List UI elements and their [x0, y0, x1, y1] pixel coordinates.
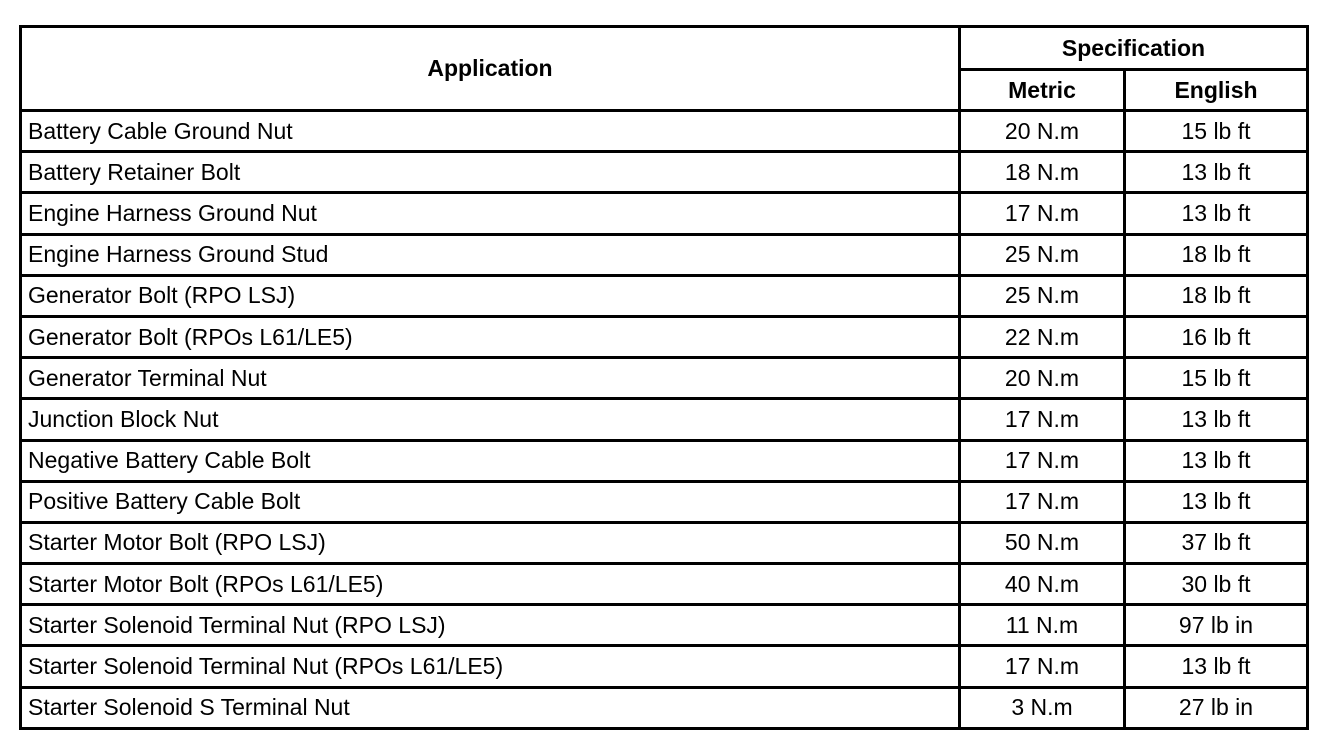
table-row: [21, 152, 1308, 193]
application-cell: Negative Battery Cable Bolt: [21, 440, 960, 481]
english-header: English: [1125, 70, 1308, 111]
english-cell: 13 lb ft: [1125, 152, 1308, 193]
table-body: [21, 111, 1308, 729]
table-row: [21, 564, 1308, 605]
english-cell: 13 lb ft: [1125, 481, 1308, 522]
table-row: [21, 234, 1308, 275]
fastener-spec-table: [19, 25, 1309, 730]
english-cell: 16 lb ft: [1125, 316, 1308, 357]
application-cell: Starter Solenoid Terminal Nut (RPO LSJ): [21, 605, 960, 646]
metric-cell: 17 N.m: [960, 440, 1125, 481]
english-cell: 27 lb in: [1125, 687, 1308, 728]
english-cell: 18 lb ft: [1125, 234, 1308, 275]
metric-cell: 25 N.m: [960, 234, 1125, 275]
table-row: [21, 440, 1308, 481]
table-row: [21, 399, 1308, 440]
table-row: [21, 111, 1308, 152]
table-row: [21, 275, 1308, 316]
application-header: Application: [21, 27, 960, 111]
english-cell: 13 lb ft: [1125, 646, 1308, 687]
metric-cell: 20 N.m: [960, 111, 1125, 152]
application-cell: Generator Terminal Nut: [21, 358, 960, 399]
metric-cell: 18 N.m: [960, 152, 1125, 193]
specification-header: Specification: [960, 27, 1308, 70]
english-cell: 18 lb ft: [1125, 275, 1308, 316]
english-cell: 13 lb ft: [1125, 440, 1308, 481]
table-row: [21, 646, 1308, 687]
application-cell: Engine Harness Ground Stud: [21, 234, 960, 275]
table-row: [21, 687, 1308, 728]
application-cell: Starter Motor Bolt (RPOs L61/LE5): [21, 564, 960, 605]
application-cell: Battery Cable Ground Nut: [21, 111, 960, 152]
metric-cell: 20 N.m: [960, 358, 1125, 399]
english-cell: 15 lb ft: [1125, 111, 1308, 152]
metric-cell: 17 N.m: [960, 193, 1125, 234]
application-cell: Starter Solenoid Terminal Nut (RPOs L61/LE5): [21, 646, 960, 687]
metric-cell: 25 N.m: [960, 275, 1125, 316]
metric-header: Metric: [960, 70, 1125, 111]
application-cell: Starter Motor Bolt (RPO LSJ): [21, 522, 960, 563]
metric-cell: 11 N.m: [960, 605, 1125, 646]
english-cell: 13 lb ft: [1125, 399, 1308, 440]
metric-cell: 17 N.m: [960, 646, 1125, 687]
table-row: [21, 481, 1308, 522]
metric-cell: 22 N.m: [960, 316, 1125, 357]
table-row: [21, 358, 1308, 399]
application-cell: Starter Solenoid S Terminal Nut: [21, 687, 960, 728]
english-cell: 13 lb ft: [1125, 193, 1308, 234]
header-row-top: [21, 27, 1308, 70]
metric-cell: 40 N.m: [960, 564, 1125, 605]
application-cell: Generator Bolt (RPO LSJ): [21, 275, 960, 316]
metric-cell: 17 N.m: [960, 481, 1125, 522]
application-cell: Junction Block Nut: [21, 399, 960, 440]
application-cell: Engine Harness Ground Nut: [21, 193, 960, 234]
metric-cell: 50 N.m: [960, 522, 1125, 563]
table-row: [21, 605, 1308, 646]
english-cell: 15 lb ft: [1125, 358, 1308, 399]
table-row: [21, 193, 1308, 234]
table-row: [21, 522, 1308, 563]
english-cell: 37 lb ft: [1125, 522, 1308, 563]
application-cell: Battery Retainer Bolt: [21, 152, 960, 193]
english-cell: 30 lb ft: [1125, 564, 1308, 605]
english-cell: 97 lb in: [1125, 605, 1308, 646]
metric-cell: 17 N.m: [960, 399, 1125, 440]
application-cell: Generator Bolt (RPOs L61/LE5): [21, 316, 960, 357]
application-cell: Positive Battery Cable Bolt: [21, 481, 960, 522]
metric-cell: 3 N.m: [960, 687, 1125, 728]
table-row: [21, 316, 1308, 357]
